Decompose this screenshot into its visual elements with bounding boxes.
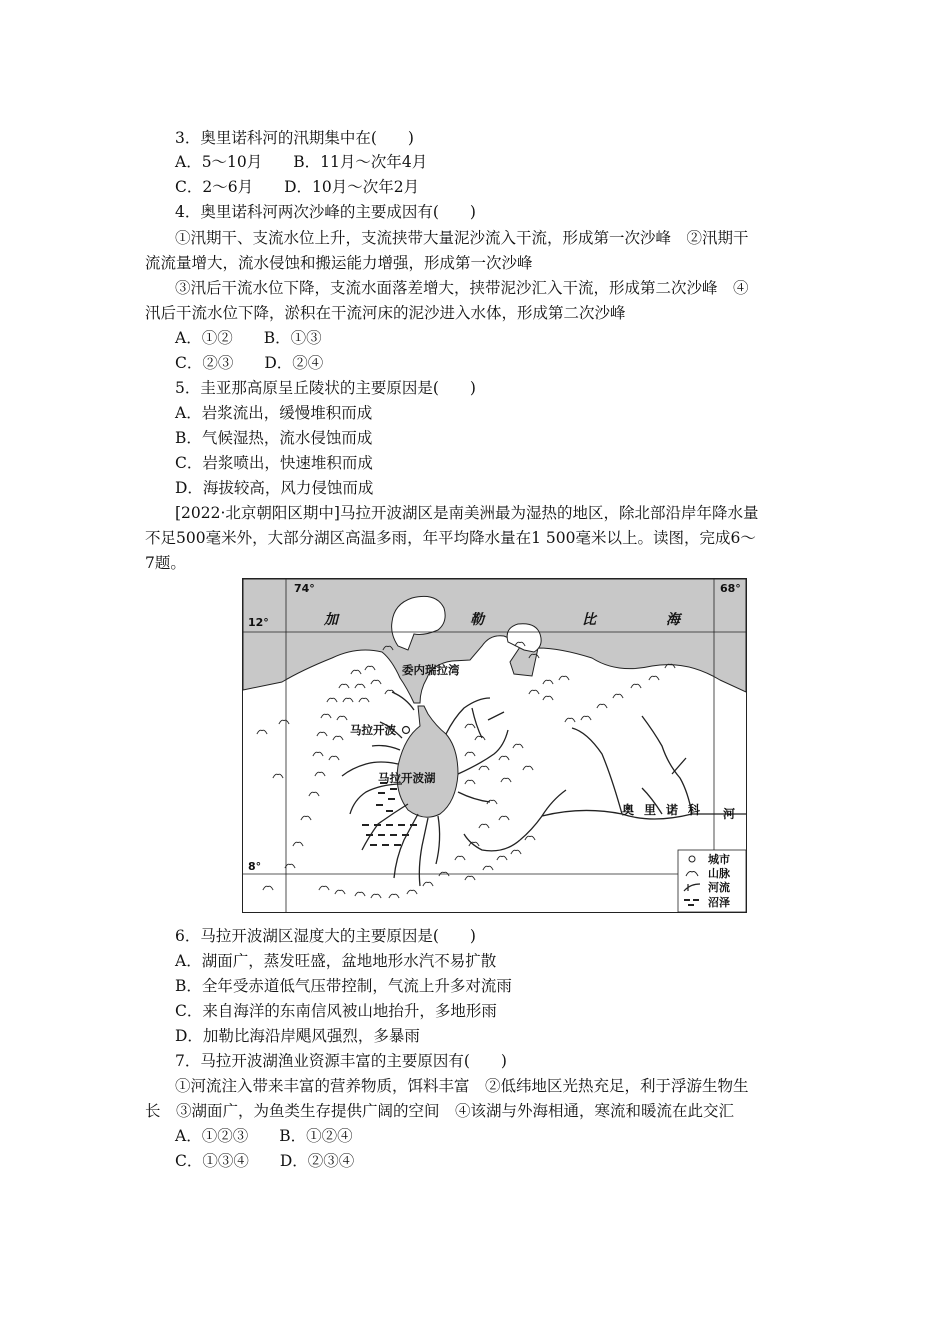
q4-statement-line-2: 流流量增大，流水侵蚀和搬运能力增强，形成第一次沙峰	[145, 254, 533, 272]
intro-line-3: 7题。	[145, 554, 186, 572]
q4-options-row-2: C．②③ D．②④	[175, 354, 324, 372]
intro-line-1: [2022·北京朝阳区期中]马拉开波湖区是南美洲最为湿热的地区，除北部沿岸年降水量	[175, 504, 759, 522]
sea-label-1: 加	[324, 612, 338, 628]
intro-line-2: 不足500毫米外，大部分湖区高温多雨，年平均降水量在1 500毫米以上。读图，完成6～	[145, 529, 756, 547]
q4-statement-line-3: ③汛后干流水位下降，支流水面落差增大，挟带泥沙汇入干流，形成第二次沙峰 ④	[175, 279, 749, 297]
lat-12-label: 12°	[248, 616, 269, 629]
q4-statement-line-4: 汛后干流水位下降，淤积在干流河床的泥沙进入水体，形成第二次沙峰	[145, 304, 626, 322]
q7-options-row-2: C．①③④ D．②③④	[175, 1152, 355, 1170]
q5-stem: 5．圭亚那高原呈丘陵状的主要原因是( )	[175, 379, 476, 397]
river-label-4: 科	[688, 803, 701, 817]
river-label-5: 河	[723, 807, 736, 821]
city-label: 马拉开波	[350, 723, 396, 737]
map-legend	[678, 850, 746, 912]
q7-options-row-1: A．①②③ B．①②④	[175, 1127, 353, 1145]
maracaibo-city-icon	[403, 727, 410, 734]
sea-label-4: 海	[666, 612, 680, 628]
lon-74-label: 74°	[294, 582, 315, 595]
q3-options-row-1: A．5～10月 B．11月～次年4月	[175, 153, 428, 171]
sea-label-3: 比	[582, 612, 596, 628]
q6-option-b: B．全年受赤道低气压带控制，气流上升多对流雨	[175, 977, 512, 995]
q7-statement-line-1: ①河流注入带来丰富的营养物质，饵料丰富 ②低纬地区光热充足，利于浮游生物生	[175, 1077, 749, 1095]
q6-option-d: D．加勒比海沿岸飓风强烈，多暴雨	[175, 1027, 420, 1045]
maracaibo-map	[242, 578, 747, 913]
q7-stem: 7．马拉开波湖渔业资源丰富的主要原因有( )	[175, 1052, 507, 1070]
lake-label: 马拉开波湖	[378, 771, 436, 785]
q6-stem: 6．马拉开波湖区湿度大的主要原因是( )	[175, 927, 476, 945]
q4-options-row-1: A．①② B．①③	[175, 329, 322, 347]
q6-option-a: A．湖面广，蒸发旺盛，盆地地形水汽不易扩散	[175, 952, 497, 970]
q3-stem: 3．奥里诺科河的汛期集中在( )	[175, 129, 414, 147]
q4-statement-line-1: ①汛期干、支流水位上升，支流挟带大量泥沙流入干流，形成第一次沙峰 ②汛期干	[175, 229, 749, 247]
river-label-1: 奥	[622, 803, 635, 817]
q3-options-row-2: C．2～6月 D．10月～次年2月	[175, 178, 420, 196]
legend-city-label: 城市	[708, 853, 730, 866]
q5-option-b: B．气候湿热，流水侵蚀而成	[175, 429, 373, 447]
gulf-label: 委内瑞拉湾	[402, 663, 460, 677]
q6-option-c: C．来自海洋的东南信风被山地抬升，多地形雨	[175, 1002, 497, 1020]
q7-statement-line-2: 长 ③湖面广，为鱼类生存提供广阔的空间 ④该湖与外海相通，寒流和暖流在此交汇	[145, 1102, 735, 1120]
river-label-2: 里	[644, 803, 657, 817]
river-label-3: 诺	[666, 803, 679, 817]
q4-stem: 4．奥里诺科河两次沙峰的主要成因有( )	[175, 203, 476, 221]
legend-mountain-label: 山脉	[708, 867, 730, 880]
sea-label-2: 勒	[470, 612, 484, 628]
legend-swamp-label: 沼泽	[708, 896, 730, 909]
lon-68-label: 68°	[720, 582, 741, 595]
legend-river-label: 河流	[708, 881, 730, 894]
q5-option-c: C．岩浆喷出，快速堆积而成	[175, 454, 373, 472]
q5-option-a: A．岩浆流出，缓慢堆积而成	[175, 404, 373, 422]
legend-city-icon	[689, 856, 695, 862]
q5-option-d: D．海拔较高，风力侵蚀而成	[175, 479, 374, 497]
lat-8-label: 8°	[248, 860, 262, 873]
